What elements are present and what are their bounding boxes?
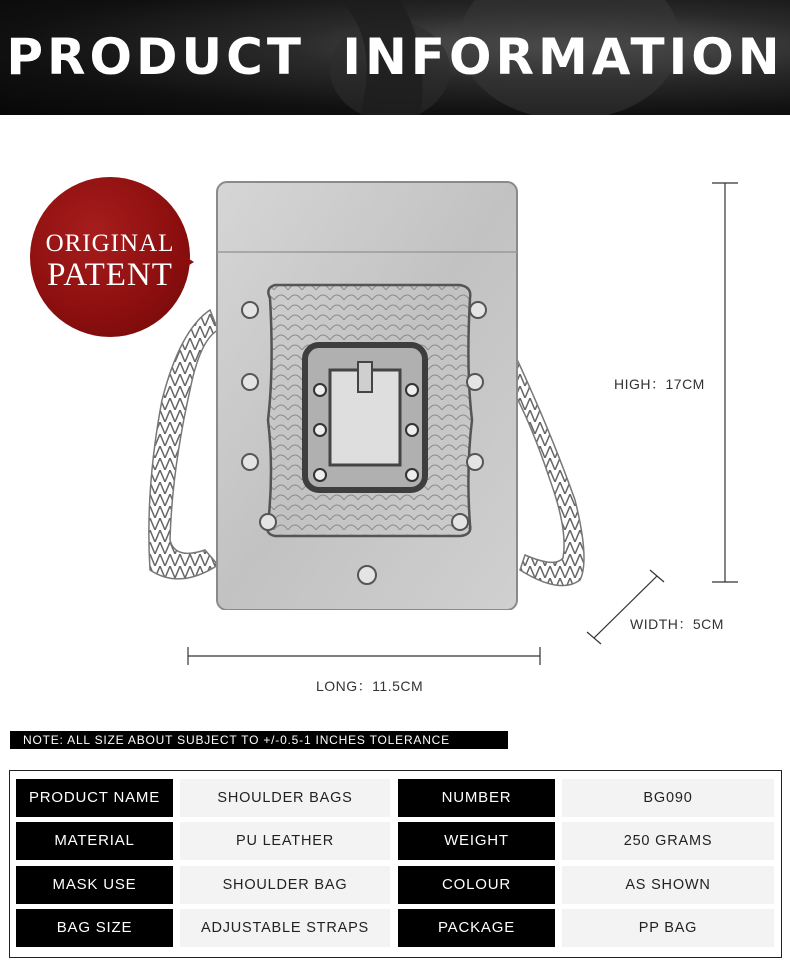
spec-value-weight: 250 GRAMS [562,822,774,860]
shoulder-bag-image [120,170,620,610]
tolerance-note: NOTE: ALL SIZE ABOUT SUBJECT TO +/-0.5-1 INCHES TOLERANCE [10,731,508,749]
width-label: WIDTH：5CM [630,616,724,632]
spec-value-bag-size: ADJUSTABLE STRAPS [180,909,390,947]
spec-value-colour: AS SHOWN [562,866,774,904]
page-title: PRODUCT INFORMATION [6,28,784,86]
spec-key-number: NUMBER [398,779,555,817]
spec-value-package: PP BAG [562,909,774,947]
spec-key-mask-use: MASK USE [16,866,173,904]
spec-key-colour: COLOUR [398,866,555,904]
badge-line-original: ORIGINAL [45,230,175,257]
height-label: HIGH：17CM [614,376,705,392]
long-label: LONG：11.5CM [316,678,424,694]
spec-key-weight: WEIGHT [398,822,555,860]
spec-value-material: PU LEATHER [180,822,390,860]
spec-value-product-name: SHOULDER BAGS [180,779,390,817]
spec-key-product-name: PRODUCT NAME [16,779,173,817]
header-banner [0,0,790,115]
spec-key-bag-size: BAG SIZE [16,909,173,947]
spec-key-material: MATERIAL [16,822,173,860]
spec-value-number: BG090 [562,779,774,817]
spec-value-mask-use: SHOULDER BAG [180,866,390,904]
badge-line-patent: PATENT [47,257,173,293]
spec-key-package: PACKAGE [398,909,555,947]
long-dimension-line [184,645,544,667]
width-dimension-line [582,566,672,656]
height-dimension-line [710,178,740,588]
